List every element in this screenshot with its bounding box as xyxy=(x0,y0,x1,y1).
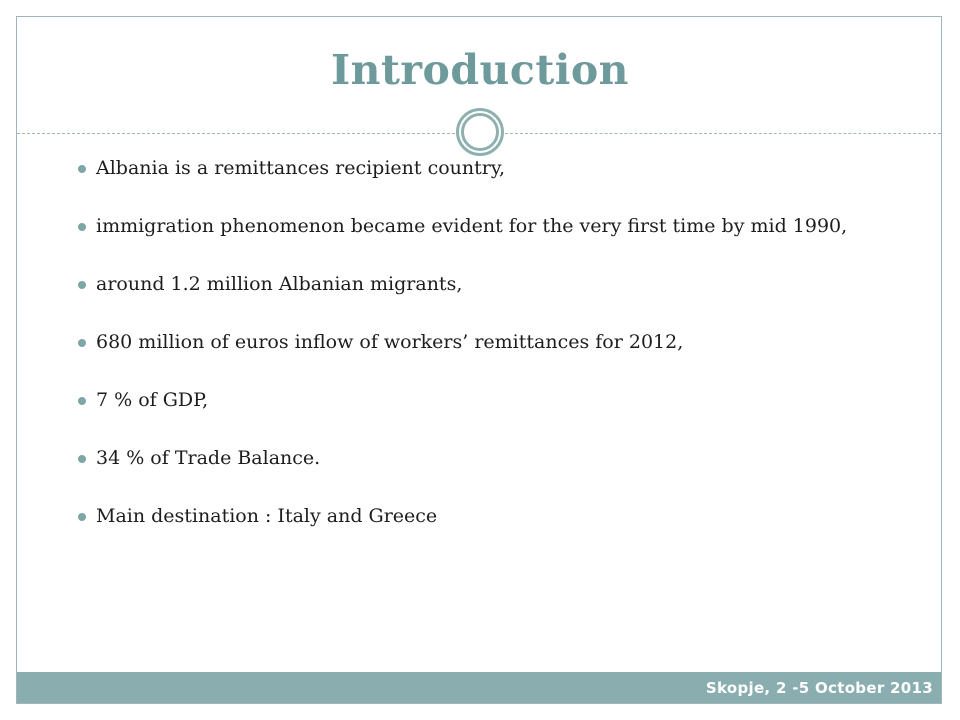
bullet-item xyxy=(78,387,868,413)
bullet-text: 680 million of euros inflow of workers’ remittances for 2012, xyxy=(96,331,684,353)
bullet-text: 7 % of GDP, xyxy=(96,389,209,411)
footer-text: Skopje, 2 -5 October 2013 xyxy=(705,679,933,697)
bullet-dot-icon xyxy=(78,165,86,173)
bullet-text: immigration phenomenon became evident for the very first time by mid 1990, xyxy=(96,215,848,237)
bullet-item xyxy=(78,213,868,239)
footer-bar xyxy=(17,672,941,703)
bullet-dot-icon xyxy=(78,513,86,521)
bullet-text: around 1.2 million Albanian migrants, xyxy=(96,273,463,295)
decorative-ring-icon xyxy=(456,108,504,156)
bullet-item xyxy=(78,271,868,297)
bullet-item xyxy=(78,503,868,529)
bullet-item xyxy=(78,155,868,181)
bullet-text: 34 % of Trade Balance. xyxy=(96,447,321,469)
bullet-text: Main destination : Italy and Greece xyxy=(96,505,438,527)
bullet-text: Albania is a remittances recipient country, xyxy=(96,157,506,179)
bullet-dot-icon xyxy=(78,339,86,347)
bullet-list xyxy=(78,155,868,561)
title-divider-left xyxy=(17,133,455,134)
title-divider-right xyxy=(505,133,941,134)
slide-title: Introduction xyxy=(331,46,629,94)
bullet-dot-icon xyxy=(78,223,86,231)
bullet-dot-icon xyxy=(78,281,86,289)
bullet-dot-icon xyxy=(78,397,86,405)
bullet-dot-icon xyxy=(78,455,86,463)
bullet-item xyxy=(78,445,868,471)
bullet-item xyxy=(78,329,868,355)
